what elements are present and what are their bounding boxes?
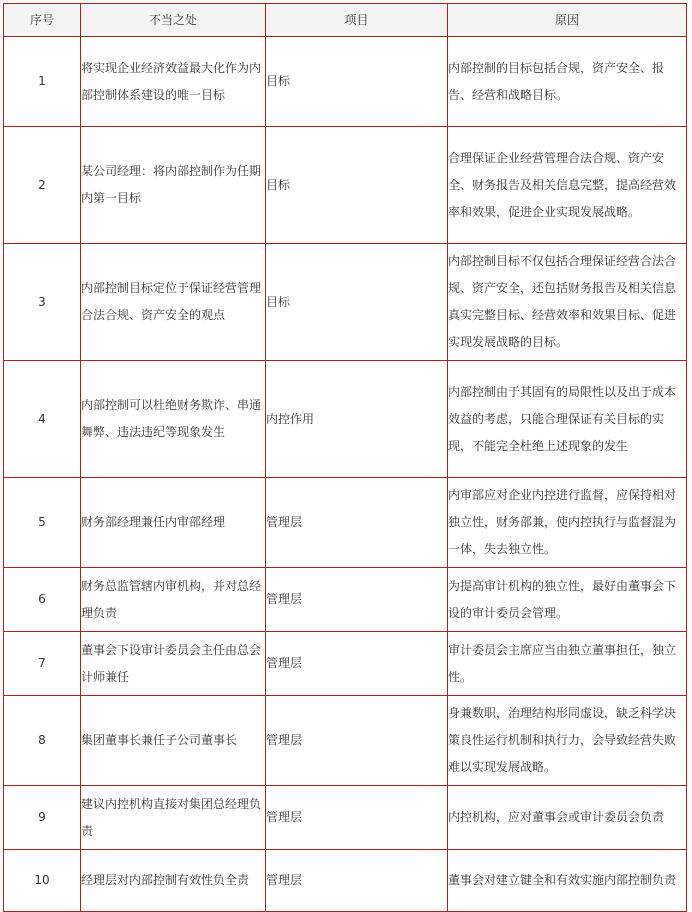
row-no: 3 [4,244,81,361]
row-reason: 董事会对建立键全和有效实施内部控制负责 [448,850,687,912]
row-no: 7 [4,632,81,696]
row-no: 4 [4,361,81,478]
table-row [4,37,687,127]
row-issue: 某公司经理：将内部控制作为任期内第一目标 [81,127,266,244]
row-issue: 经理层对内部控制有效性负全责 [81,850,266,912]
row-item: 管理层 [266,478,448,568]
row-issue: 建议内控机构直接对集团总经理负责 [81,786,266,850]
row-reason: 内部控制由于其固有的局限性以及出于成本效益的考虑，只能合理保证有关目标的实现，不能完全杜绝上述现象的发生 [448,361,687,478]
row-issue: 董事会下设审计委员会主任由总会计师兼任 [81,632,266,696]
row-item: 目标 [266,127,448,244]
row-reason: 身兼数职，治理结构形同虚设，缺乏科学决策良性运行机制和执行力，会导致经营失败难以实现发展战略。 [448,696,687,786]
row-issue: 内部控制可以杜绝财务欺诈、串通舞弊、违法违纪等现象发生 [81,361,266,478]
table-row [4,244,687,361]
row-no: 1 [4,37,81,127]
row-reason: 为提高审计机构的独立性，最好由董事会下设的审计委员会管理。 [448,568,687,632]
row-no: 9 [4,786,81,850]
table-row [4,361,687,478]
row-reason: 合理保证企业经营管理合法合规、资产安全、财务报告及相关信息完整，提高经营效率和效果，促进企业实现发展战略。 [448,127,687,244]
row-item: 管理层 [266,632,448,696]
table-row [4,696,687,786]
row-issue: 财务部经理兼任内审部经理 [81,478,266,568]
header-issue: 不当之处 [81,4,266,37]
row-no: 5 [4,478,81,568]
table-row [4,127,687,244]
row-issue: 将实现企业经济效益最大化作为内部控制体系建设的唯一目标 [81,37,266,127]
row-item: 管理层 [266,850,448,912]
row-reason: 内审部应对企业内控进行监督，应保持相对独立性，财务部兼，使内控执行与监督混为一体，失去独立性。 [448,478,687,568]
header-seq: 序号 [4,4,81,37]
row-item: 管理层 [266,568,448,632]
row-issue: 财务总监管辖内审机构，并对总经理负责 [81,568,266,632]
table-row [4,786,687,850]
row-item: 内控作用 [266,361,448,478]
issues-table [3,3,687,912]
row-no: 6 [4,568,81,632]
header-item: 项目 [266,4,448,37]
header-row [4,4,687,37]
row-reason: 内部控制的目标包括合规，资产安全、报告、经营和战略目标。 [448,37,687,127]
row-reason: 审计委员会主席应当由独立董事担任，独立性。 [448,632,687,696]
table-row [4,478,687,568]
table-row [4,850,687,912]
row-reason: 内控机构，应对董事会或审计委员会负责 [448,786,687,850]
row-item: 管理层 [266,696,448,786]
row-no: 8 [4,696,81,786]
table-row [4,632,687,696]
row-item: 管理层 [266,786,448,850]
row-item: 目标 [266,244,448,361]
table-row [4,568,687,632]
row-no: 2 [4,127,81,244]
row-issue: 内部控制目标定位于保证经营管理合法合规、资产安全的观点 [81,244,266,361]
header-reason: 原因 [448,4,687,37]
row-issue: 集团董事长兼任子公司董事长 [81,696,266,786]
row-item: 目标 [266,37,448,127]
row-reason: 内部控制目标不仅包括合理保证经营合法合规、资产安全，还包括财务报告及相关信息真实完整目标、经营效率和效果目标、促进实现发展战略的目标。 [448,244,687,361]
row-no: 10 [4,850,81,912]
